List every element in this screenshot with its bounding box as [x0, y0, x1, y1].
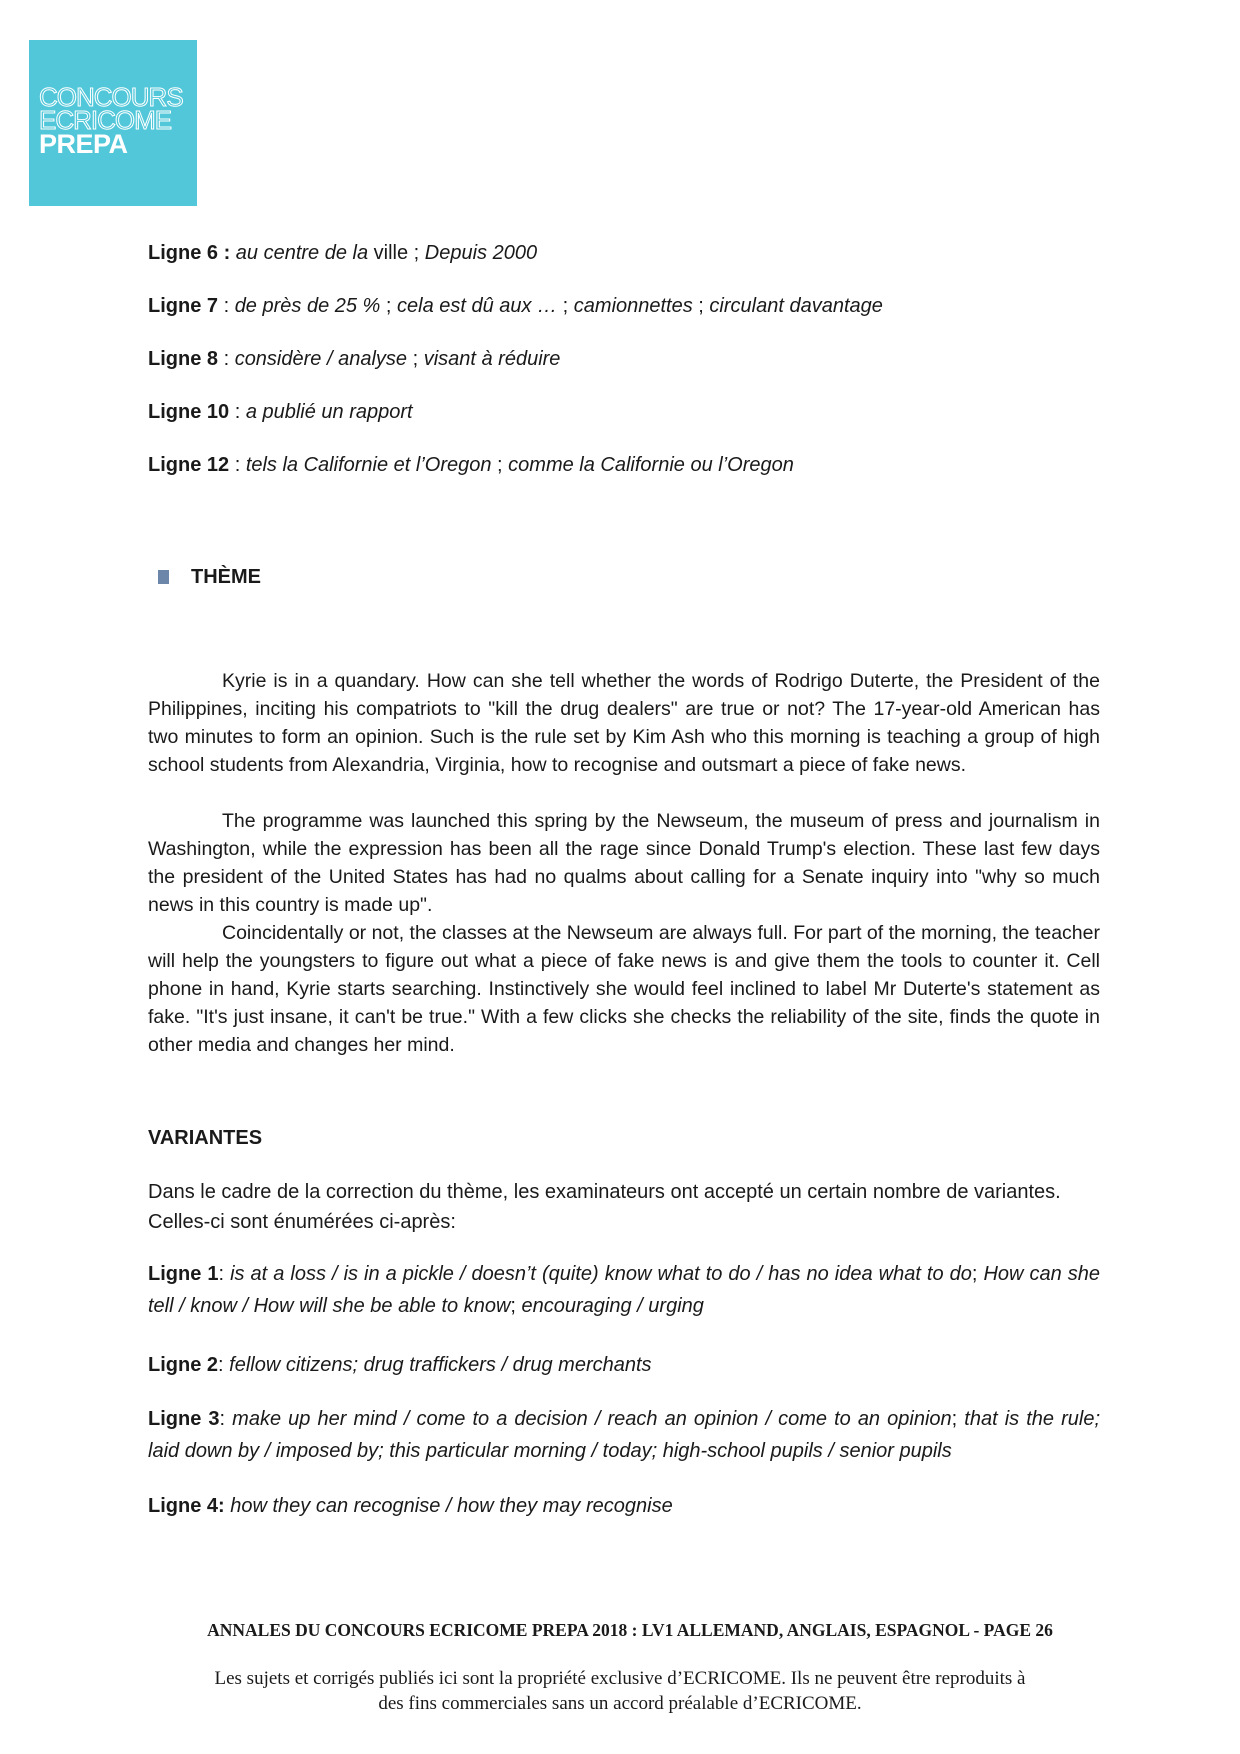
- ligne-separator: :: [229, 454, 246, 476]
- ligne-separator: ;: [557, 295, 574, 317]
- ligne-variant-text: camionnettes: [573, 295, 693, 317]
- variante-ligne-1: [148, 1258, 1100, 1322]
- variantes-intro: Dans le cadre de la correction du thème, les examinateurs ont accepté un certain nombre de variantes. Celles-ci sont énumérées ci-après:: [148, 1181, 1061, 1233]
- ligne-variant-text: cela est dû aux …: [397, 295, 558, 317]
- theme-paragraph-3-text: Coincidentally or not, the classes at the Newseum are always full. For part of the morning, the teacher will help the youngsters to figure out what a piece of fake news is and give them the tools to counter it. Cell phone in hand, Kyrie starts searching. Instinctively she would feel inclined to label Mr Duterte's statement as fake. "It's just insane, it can't be true." With a few clicks she checks the reliability of the site, finds the quote in other media and changes her mind.: [148, 922, 1100, 1056]
- ligne-label: Ligne 2: [148, 1354, 219, 1376]
- ligne-7: [148, 295, 883, 318]
- ligne-label: Ligne 10: [148, 401, 230, 423]
- theme-paragraph-2: [148, 807, 1100, 919]
- ligne-variant-text: encouraging / urging: [521, 1295, 704, 1317]
- ligne-separator: :: [219, 1408, 233, 1430]
- ligne-separator: ;: [971, 1263, 984, 1285]
- variantes-heading: VARIANTES: [148, 1127, 263, 1149]
- ligne-separator: :: [218, 295, 235, 317]
- ligne-label: Ligne 4:: [148, 1495, 225, 1517]
- ligne-separator: :: [229, 401, 246, 423]
- ligne-variant-text: visant à réduire: [423, 348, 561, 370]
- logo-line-prepa: PREPA: [39, 129, 128, 159]
- logo-line-ecricome: ECRICOME: [39, 105, 172, 135]
- ligne-label: Ligne 12: [148, 454, 230, 476]
- ligne-variant-text: circulant davantage: [709, 295, 883, 317]
- ligne-variant-text: is at a loss / is in a pickle / doesn’t (quite) know what to do / has no idea what to do: [230, 1263, 972, 1285]
- ligne-variant-text: de près de 25 %: [234, 295, 381, 317]
- theme-paragraph-1-text: Kyrie is in a quandary. How can she tell whether the words of Rodrigo Duterte, the President of the Philippines, inciting his compatriots to "kill the drug dealers" are true or not? The 17-year-old American has two minutes to form an opinion. Such is the rule set by Kim Ash who this morning is teaching a group of high school students from Alexandria, Virginia, how to recognise and outsmart a piece of fake news.: [148, 670, 1100, 776]
- footer-notice-line-2: des fins commerciales sans un accord préalable d’ECRICOME.: [378, 1693, 862, 1714]
- ligne-variant-text: comme la Californie ou l’Oregon: [508, 454, 794, 476]
- ligne-variant-text: tels la Californie et l’Oregon: [245, 454, 492, 476]
- theme-heading-text: THÈME: [191, 566, 261, 588]
- ligne-label: Ligne 1: [148, 1263, 219, 1285]
- variante-ligne-3: [148, 1403, 1100, 1467]
- variante-ligne-2: [148, 1349, 1100, 1381]
- footer-title: ANNALES DU CONCOURS ECRICOME PREPA 2018 : LV1 ALLEMAND, ANGLAIS, ESPAGNOL - PAGE 26: [207, 1620, 1053, 1640]
- ligne-6: [148, 242, 537, 265]
- ligne-variant-text: how they can recognise / how they may recognise: [230, 1495, 673, 1517]
- footer-notice-line-1: Les sujets et corrigés publiés ici sont la propriété exclusive d’ECRICOME. Ils ne peuvent être reproduits à: [214, 1668, 1026, 1689]
- bullet-square-icon: [158, 570, 169, 584]
- theme-paragraph-2-text: The programme was launched this spring by the Newseum, the museum of press and journalism in Washington, while the expression has been all the rage since Donald Trump's election. These last few days the president of the United States has had no qualms about calling for a Senate inquiry into "why so much news in this country is made up".: [148, 810, 1100, 916]
- ligne-variant-text: How can she tell / know / How will she be able to know: [148, 1263, 1101, 1317]
- ligne-10: [148, 401, 413, 424]
- ligne-variant-text: fellow citizens; drug traffickers / drug merchants: [229, 1354, 652, 1376]
- ligne-separator: :: [218, 1354, 230, 1376]
- ligne-separator: ;: [510, 1295, 522, 1317]
- ligne-separator: ;: [692, 295, 710, 317]
- ligne-label: Ligne 8: [148, 348, 219, 370]
- theme-heading: [158, 566, 261, 589]
- ligne-label: Ligne 7: [148, 295, 219, 317]
- ligne-variant-text: that is the rule; laid down by / imposed by; this particular morning / today; high-school pupils / senior pupils: [148, 1408, 1101, 1462]
- ligne-variant-text: au centre de la: [230, 242, 369, 264]
- ligne-separator: ville ;: [368, 242, 425, 264]
- theme-paragraph-1: [148, 667, 1100, 779]
- ligne-separator: :: [218, 1263, 231, 1285]
- footer-notice: [0, 1666, 1240, 1716]
- ligne-separator: ;: [380, 295, 398, 317]
- theme-paragraph-3: [148, 919, 1100, 1059]
- ligne-variant-text: Depuis 2000: [424, 242, 538, 264]
- ligne-separator: ;: [407, 348, 424, 370]
- ligne-variant-text: a publié un rapport: [245, 401, 413, 423]
- ligne-separator: :: [218, 348, 235, 370]
- ligne-variant-text: considère / analyse: [234, 348, 408, 370]
- ligne-separator: ;: [951, 1408, 965, 1430]
- logo-line-concours: CONCOURS: [39, 82, 183, 112]
- ligne-variant-text: make up her mind / come to a decision / reach an opinion / come to an opinion: [232, 1408, 952, 1430]
- ligne-label: Ligne 3: [148, 1408, 220, 1430]
- variante-ligne-4: [148, 1490, 1100, 1522]
- ligne-separator: ;: [491, 454, 509, 476]
- ligne-label: Ligne 6 :: [148, 242, 231, 264]
- ligne-12: [148, 454, 794, 477]
- ecricome-logo: [29, 40, 197, 206]
- ligne-8: [148, 348, 560, 371]
